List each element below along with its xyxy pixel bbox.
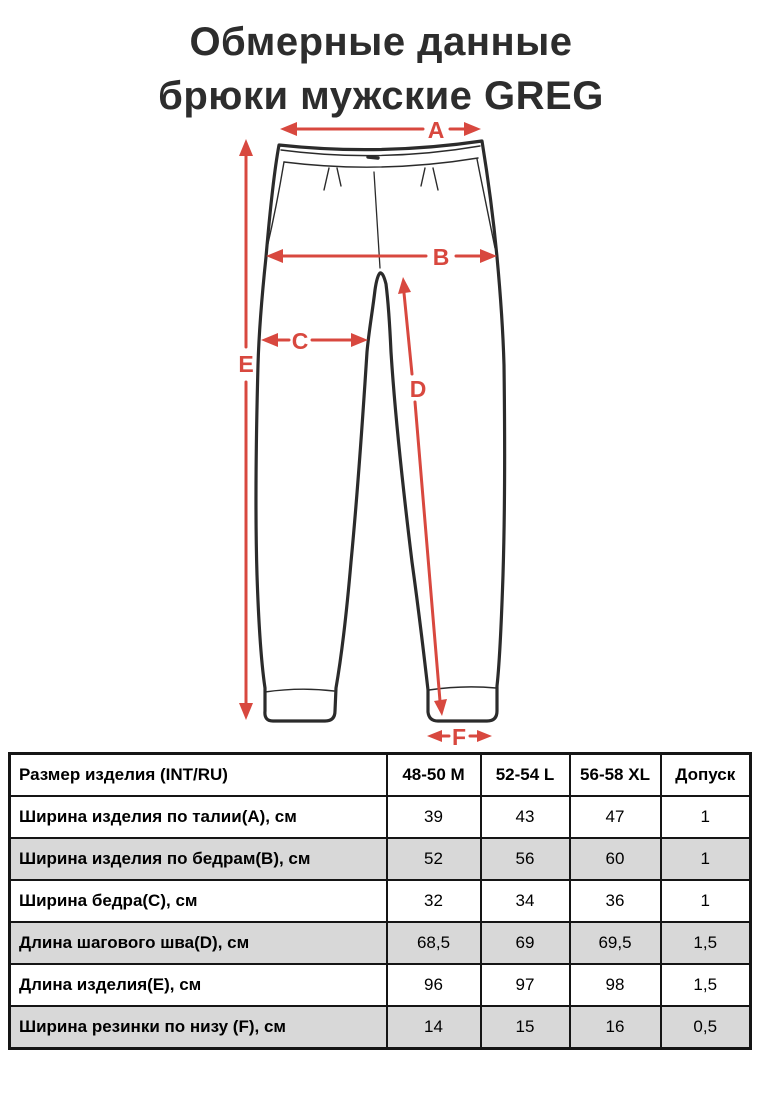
- value-cell: 69,5: [570, 922, 661, 964]
- measure-arrow-e: [239, 139, 253, 720]
- table-header-row: [10, 754, 751, 797]
- value-cell: 39: [387, 796, 481, 838]
- value-cell: 1: [661, 796, 751, 838]
- page-title-line1: Обмерные данные: [189, 20, 573, 64]
- measure-label-e: E: [238, 351, 254, 377]
- value-cell: 0,5: [661, 1006, 751, 1049]
- row-label: Длина изделия(E), см: [10, 964, 387, 1006]
- size-table: [8, 752, 752, 1050]
- value-cell: 1,5: [661, 964, 751, 1006]
- value-cell: 43: [481, 796, 570, 838]
- header-size-m: 48-50 M: [387, 754, 481, 797]
- row-label: Ширина резинки по низу (F), см: [10, 1006, 387, 1049]
- value-cell: 15: [481, 1006, 570, 1049]
- value-cell: 1: [661, 838, 751, 880]
- header-size-label: Размер изделия (INT/RU): [10, 754, 387, 797]
- measure-label-b: B: [432, 244, 450, 270]
- value-cell: 32: [387, 880, 481, 922]
- value-cell: 1,5: [661, 922, 751, 964]
- pants-drawing: [256, 141, 505, 721]
- drawstring-dash: [368, 157, 378, 158]
- measure-label-d: D: [409, 376, 427, 402]
- table-row-cuff-f: [10, 1006, 751, 1049]
- table-row-thigh-c: [10, 880, 751, 922]
- row-label: Ширина изделия по бедрам(B), см: [10, 838, 387, 880]
- value-cell: 1: [661, 880, 751, 922]
- table-row-waist-a: [10, 796, 751, 838]
- value-cell: 56: [481, 838, 570, 880]
- value-cell: 52: [387, 838, 481, 880]
- pants-outline: [256, 141, 505, 721]
- header-size-l: 52-54 L: [481, 754, 570, 797]
- value-cell: 69: [481, 922, 570, 964]
- value-cell: 36: [570, 880, 661, 922]
- value-cell: 97: [481, 964, 570, 1006]
- page-title-line2: брюки мужские GREG: [158, 74, 604, 118]
- table-row-hips-b: [10, 838, 751, 880]
- header-tolerance: Допуск: [661, 754, 751, 797]
- value-cell: 98: [570, 964, 661, 1006]
- value-cell: 34: [481, 880, 570, 922]
- row-label: Ширина бедра(C), см: [10, 880, 387, 922]
- measure-label-a: A: [427, 117, 445, 143]
- table-row-length-e: [10, 964, 751, 1006]
- value-cell: 68,5: [387, 922, 481, 964]
- value-cell: 60: [570, 838, 661, 880]
- value-cell: 14: [387, 1006, 481, 1049]
- row-label: Ширина изделия по талии(A), см: [10, 796, 387, 838]
- measure-label-f: F: [451, 724, 467, 750]
- value-cell: 96: [387, 964, 481, 1006]
- value-cell: 47: [570, 796, 661, 838]
- header-size-xl: 56-58 XL: [570, 754, 661, 797]
- table-row-inseam-d: [10, 922, 751, 964]
- measure-arrow-a: [280, 122, 481, 136]
- value-cell: 16: [570, 1006, 661, 1049]
- row-label: Длина шагового шва(D), см: [10, 922, 387, 964]
- measure-label-c: C: [291, 328, 309, 354]
